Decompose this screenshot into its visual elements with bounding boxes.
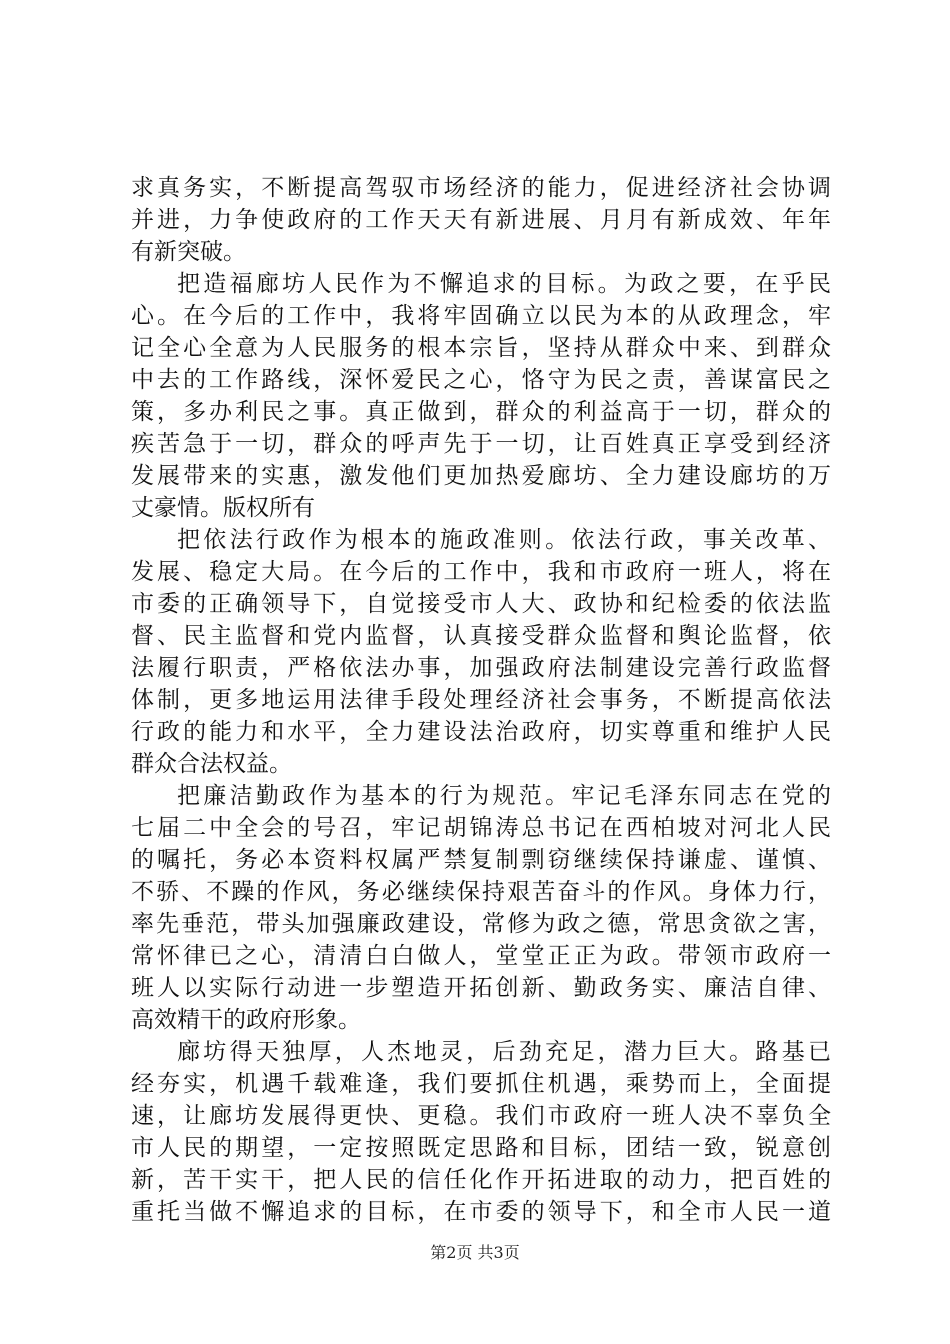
text-line: 记全心全意为人民服务的根本宗旨，坚持从群众中来、到群众: [131, 335, 831, 361]
text-line: 求真务实，不断提高驾驭市场经济的能力，促进经济社会协调: [131, 175, 831, 201]
text-line: 市委的正确领导下，自觉接受市人大、政协和纪检委的依法监: [131, 591, 831, 617]
text-line: 常怀律已之心，清清白白做人，堂堂正正为政。带领市政府一: [131, 943, 831, 969]
text-line: 廊坊得天独厚，人杰地灵，后劲充足，潜力巨大。路基已: [177, 1039, 831, 1065]
paragraph-langfang-outlook: [131, 1036, 831, 1228]
text-line: 重托当做不懈追求的目标，在市委的领导下，和全市人民一道: [131, 1199, 831, 1225]
text-line: 的嘱托，务必本资料权属严禁复制剽窃继续保持谦虚、谨慎、: [131, 847, 831, 873]
text-line: 行政的能力和水平，全力建设法治政府，切实尊重和维护人民: [131, 719, 831, 745]
text-line: 有新突破。: [131, 239, 246, 265]
text-line: 疾苦急于一切，群众的呼声先于一切，让百姓真正享受到经济: [131, 431, 831, 457]
text-line: 发展带来的实惠，激发他们更加热爱廊坊、全力建设廊坊的万: [131, 463, 831, 489]
text-line: 市人民的期望，一定按照既定思路和目标，团结一致，锐意创: [131, 1135, 831, 1161]
paragraph-continuation: [131, 172, 831, 268]
text-line: 经夯实，机遇千载难逢，我们要抓住机遇，乘势而上，全面提: [131, 1071, 831, 1097]
text-line: 把造福廊坊人民作为不懈追求的目标。为政之要，在乎民: [177, 271, 831, 297]
text-line: 策，多办利民之事。真正做到，群众的利益高于一切，群众的: [131, 399, 831, 425]
text-line: 中去的工作路线，深怀爱民之心，恪守为民之责，善谋富民之: [131, 367, 831, 393]
text-line: 并进，力争使政府的工作天天有新进展、月月有新成效、年年: [131, 207, 831, 233]
text-line: 心。在今后的工作中，我将牢固确立以民为本的从政理念，牢: [131, 303, 831, 329]
text-line: 群众合法权益。: [131, 751, 292, 777]
document-body: [131, 172, 831, 1228]
text-line: 法履行职责，严格依法办事，加强政府法制建设完善行政监督: [131, 655, 831, 681]
paragraph-rule-of-law: [131, 524, 831, 780]
text-line: 体制，更多地运用法律手段处理经济社会事务，不断提高依法: [131, 687, 831, 713]
text-line: 率先垂范，带头加强廉政建设，常修为政之德，常思贪欲之害，: [131, 911, 831, 937]
text-line: 高效精干的政府形象。: [131, 1007, 361, 1033]
text-line: 发展、稳定大局。在今后的工作中，我和市政府一班人，将在: [131, 559, 831, 585]
text-line: 不骄、不躁的作风，务必继续保持艰苦奋斗的作风。身体力行，: [131, 879, 831, 905]
paragraph-people-welfare: [131, 268, 831, 524]
paragraph-integrity: [131, 780, 831, 1036]
text-line: 七届二中全会的号召，牢记胡锦涛总书记在西柏坡对河北人民: [131, 815, 831, 841]
text-line: 丈豪情。版权所有: [131, 495, 315, 521]
text-line: 督、民主监督和党内监督，认真接受群众监督和舆论监督，依: [131, 623, 831, 649]
text-line: 班人以实际行动进一步塑造开拓创新、勤政务实、廉洁自律、: [131, 975, 831, 1001]
text-line: 把依法行政作为根本的施政准则。依法行政，事关改革、: [177, 527, 831, 553]
text-line: 速，让廊坊发展得更快、更稳。我们市政府一班人决不辜负全: [131, 1103, 831, 1129]
text-line: 新，苦干实干，把人民的信任化作开拓进取的动力，把百姓的: [131, 1167, 831, 1193]
page-number-footer: 第2页 共3页: [430, 1243, 520, 1262]
text-line: 把廉洁勤政作为基本的行为规范。牢记毛泽东同志在党的: [177, 783, 831, 809]
